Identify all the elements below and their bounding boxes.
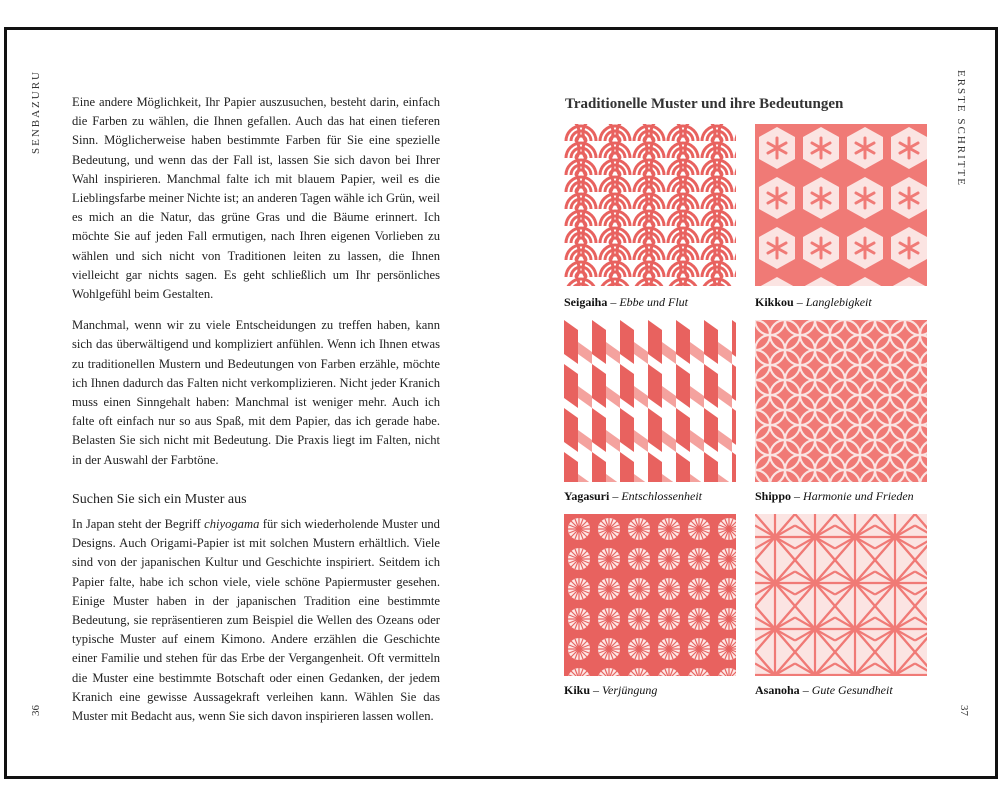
paragraph-2: Manchmal, wenn wir zu viele Entscheidungen zu treffen haben, kann sich das überwältigend und kompliziert anfühlen. Wenn ich Ihnen etwas zu traditionellen Mustern und Bedeutungen von Farben erzähle, möchte ich Ihnen dadurch das Falten nicht verkomplizieren. Nicht jeder Kranich muss einen Sinngehalt haben: Manchmal ist weniger mehr. Auch ich falte oft einfach nur so aus Spaß, mit dem Papier, das ich gerade habe. Belasten Sie sich nicht mit Bedeutung. Die Praxis liegt im Falten, nicht in der Auswahl der Farbtöne. <box>72 318 440 467</box>
asanoha-pattern-image <box>755 514 927 676</box>
caption-asanoha: Asanoha – Gute Gesundheit <box>755 683 893 697</box>
caption-kiku: Kiku – Verjüngung <box>564 683 658 697</box>
shippo-pattern-image <box>755 320 927 482</box>
caption-kikkou: Kikkou – Langlebigkeit <box>755 295 872 309</box>
kiku-pattern-image <box>564 514 736 676</box>
caption-yagasuri: Yagasuri – Entschlossenheit <box>564 489 702 503</box>
seigaiha-pattern-image <box>564 124 736 286</box>
running-header-left: SENBAZURU <box>30 70 42 155</box>
section-subheading: Suchen Sie sich ein Muster aus <box>72 491 247 507</box>
yagasuri-pattern-image <box>564 320 736 482</box>
paragraph-3: In Japan steht der Begriff chiyogama für sich wiederholende Muster und Designs. Auch Origami-Papier ist mit solchen Mustern erhältlich. Viele sind von der japanischen Kultur und Geschichte inspiriert. Seitdem ich Papier falte, habe ich schon viele, viele schöne Papiermuster gesehen. Einige Muster haben in der japanischen Tradition eine bestimmte Bedeutung, sie repräsentieren zum Beispiel die Wellen des Ozeans oder typische Muster auf einem Kimono. Andere erzählen die Geschichte einer Familie und stehen für das Erbe der Vergangenheit. Oft vermitteln die Muster eine bestimmte Botschaft oder einen Gedanken, der jedem Kranich eine gewisse Aussagekraft verleihen kann. Wählen Sie das Muster mit Bedacht aus, wenn Sie sich davon inspirieren lassen wollen. <box>72 517 440 724</box>
page-number-right: 37 <box>958 705 970 716</box>
caption-shippo: Shippo – Harmonie und Frieden <box>755 489 914 503</box>
page-number-left: 36 <box>30 705 42 716</box>
patterns-heading: Traditionelle Muster und ihre Bedeutungen <box>565 96 844 112</box>
paragraph-1: Eine andere Möglichkeit, Ihr Papier auszusuchen, besteht darin, einfach die Farben zu wählen, die Ihnen gefallen. Auch das hat einen tieferen Sinn. Möglicherweise haben bestimmte Farben für Sie eine spezielle Bedeutung, und wenn das der Fall ist, lassen Sie sich davon bei Ihrer Wahl inspirieren. Manchmal falte ich mit blauem Papier, weil es die Lieblingsfarbe meiner Nichte ist; an anderen Tagen wähle ich Grün, weil es mich an die Natur, das grüne Gras und die Bäume erinnert. Ich möchte Sie auf jeden Fall ermutigen, nach Ihren eigenen Vorlieben zu wählen und sich nicht von Traditionen leiten zu lassen, die Ihnen vielleicht gar nichts sagen. Es geht schließlich um Ihr persönliches Wohlgefühl beim Gestalten. <box>72 95 440 302</box>
term-chiyogama: chiyogama <box>204 517 260 532</box>
caption-seigaiha: Seigaiha – Ebbe und Flut <box>564 295 688 309</box>
left-page-text <box>72 93 440 738</box>
running-header-right: ERSTE SCHRITTE <box>955 70 967 187</box>
kikkou-pattern-image <box>755 124 927 286</box>
